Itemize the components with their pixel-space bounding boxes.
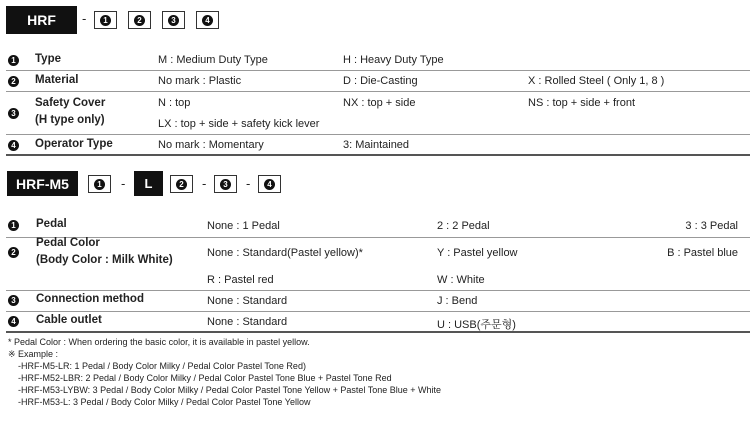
option: D : Die-Casting [343, 75, 418, 87]
option: R : Pastel red [207, 274, 274, 286]
row-label-sub: (Body Color : Milk White) [36, 254, 173, 266]
row-label-type: Type [35, 53, 61, 65]
divider [6, 154, 750, 156]
code-dash: - [246, 176, 251, 191]
example-line: -HRF-M52-LBR: 2 Pedal / Body Color Milky / Pedal Color Pastel Tone Blue + Pastel Tone Red [18, 373, 392, 383]
divider [6, 91, 750, 92]
row-label-connection-method: Connection method [36, 293, 144, 305]
code-dash: - [82, 11, 87, 26]
code-slot-3: 3 [214, 175, 237, 193]
row-number: 2 [8, 76, 19, 87]
option: None : 1 Pedal [207, 220, 280, 232]
option: No mark : Momentary [158, 139, 264, 151]
row-number: 1 [8, 220, 19, 231]
row-label-pedal-color: Pedal Color [36, 237, 100, 249]
option: 3 : 3 Pedal [685, 220, 738, 232]
option: NS : top + side + front [528, 97, 636, 109]
example-line: -HRF-M53-LYBW: 3 Pedal / Body Color Milky / Pedal Color Pastel Tone Yellow + Pastel Tone Blue + White [18, 385, 442, 395]
row-number: 3 [8, 108, 19, 119]
option: 2 : 2 Pedal [437, 220, 490, 232]
option: W : White [437, 274, 485, 286]
code-letter-l: L [134, 171, 163, 196]
code-slot-1: 1 [88, 175, 111, 193]
footnote: * Pedal Color : When ordering the basic color, it is available in pastel yellow. [8, 337, 310, 347]
option: J : Bend [437, 295, 478, 307]
row-label-safety-cover: Safety Cover [35, 97, 106, 109]
code-dash: - [202, 176, 207, 191]
row-number: 1 [8, 55, 19, 66]
divider [6, 134, 750, 135]
row-label-cable-outlet: Cable outlet [36, 314, 102, 326]
code-prefix-hrf: HRF [6, 6, 77, 34]
example-line: -HRF-M53-L: 3 Pedal / Body Color Milky / Pedal Color Pastel Tone Yellow [18, 397, 311, 407]
option: None : Standard [207, 295, 288, 307]
divider [6, 237, 750, 238]
row-label-material: Material [35, 74, 79, 86]
option: N : top [158, 97, 191, 109]
option: 3: Maintained [343, 139, 410, 151]
divider [6, 70, 750, 71]
option: B : Pastel blue [667, 247, 738, 259]
code-slot-2: 2 [128, 11, 151, 29]
option: NX : top + side [343, 97, 416, 109]
option: H : Heavy Duty Type [343, 54, 444, 66]
option: Y : Pastel yellow [437, 247, 518, 259]
option: None : Standard(Pastel yellow)* [207, 247, 363, 259]
option: M : Medium Duty Type [158, 54, 268, 66]
code-slot-4: 4 [196, 11, 219, 29]
code-slot-2: 2 [170, 175, 193, 193]
row-label-sub: (H type only) [35, 114, 105, 126]
row-number: 4 [8, 316, 19, 327]
example-line: -HRF-M5-LR: 1 Pedal / Body Color Milky / Pedal Color Pastel Tone Red) [18, 361, 306, 371]
option: None : Standard [207, 316, 288, 328]
code-slot-1: 1 [94, 11, 117, 29]
code-prefix-hrf-m5: HRF-M5 [7, 171, 78, 196]
option: LX : top + side + safety kick lever [158, 118, 320, 130]
option: No mark : Plastic [158, 75, 242, 87]
code-dash: - [121, 176, 126, 191]
divider [6, 290, 750, 291]
row-number: 2 [8, 247, 19, 258]
row-label-pedal: Pedal [36, 218, 67, 230]
option: X : Rolled Steel ( Only 1, 8 ) [528, 75, 665, 87]
row-number: 4 [8, 140, 19, 151]
row-number: 3 [8, 295, 19, 306]
code-slot-4: 4 [258, 175, 281, 193]
divider [6, 331, 750, 333]
code-slot-3: 3 [162, 11, 185, 29]
option: U : USB(주문형) [437, 319, 516, 331]
divider [6, 311, 750, 312]
example-title: ※ Example : [8, 349, 59, 359]
row-label-operator-type: Operator Type [35, 138, 113, 150]
